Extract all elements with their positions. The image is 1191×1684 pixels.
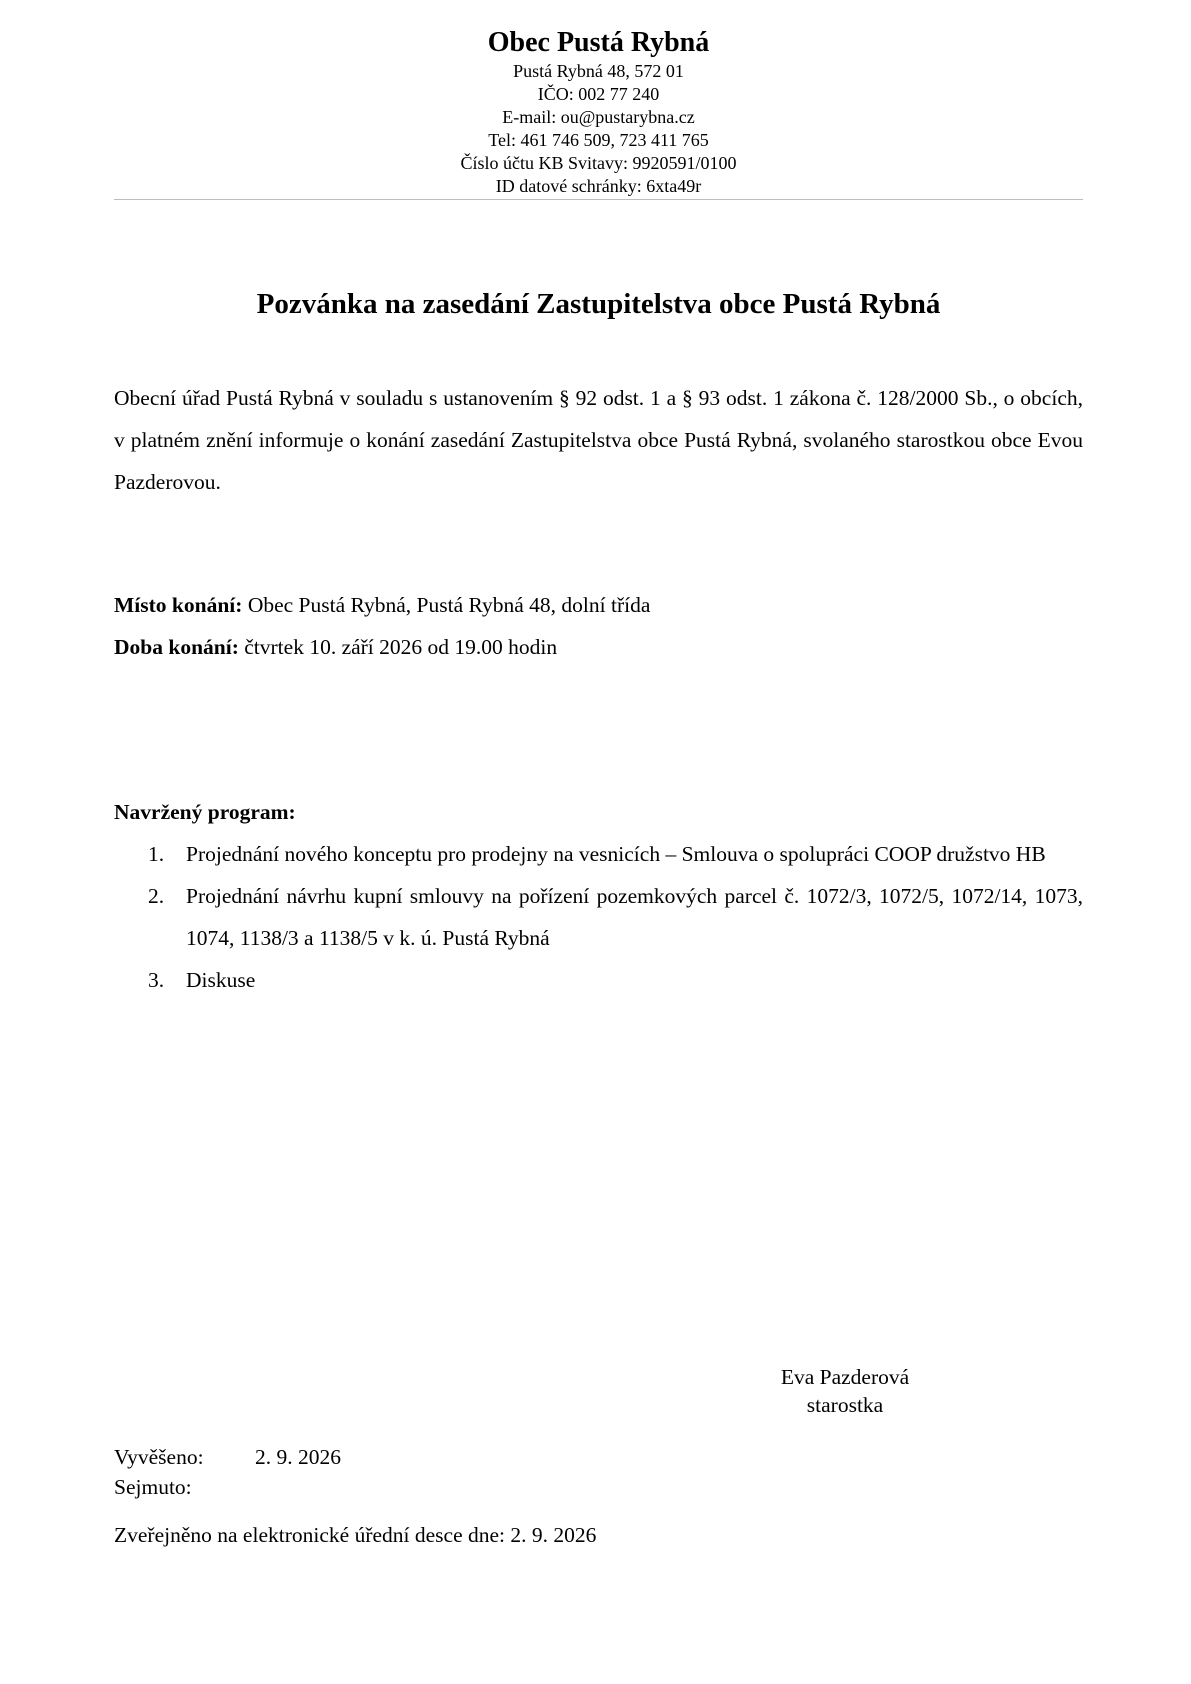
program-item-number: 1. <box>148 842 165 866</box>
signatory-role: starostka <box>806 1393 884 1417</box>
phone: Tel: 461 746 509, 723 411 765 <box>488 130 709 150</box>
data-box-id: ID datové schránky: 6xta49r <box>495 176 702 196</box>
email: E-mail: ou@pustarybna.cz <box>502 107 695 127</box>
removed-line <box>114 1473 255 1501</box>
program-item-number: 2. <box>148 884 165 908</box>
posted-line <box>114 1443 341 1471</box>
time-label: Doba konání: <box>114 635 239 659</box>
address: Pustá Rybná 48, 572 01 <box>513 61 684 81</box>
program-item <box>114 959 1083 1001</box>
document-title: Pozvánka na zasedání Zastupitelstva obce Pustá Rybná <box>256 288 941 320</box>
signature-block <box>745 1363 945 1419</box>
municipality-name: Obec Pustá Rybná <box>487 27 710 58</box>
program-heading: Navržený program: <box>114 800 296 824</box>
letterhead <box>114 26 1083 198</box>
time-value: čtvrtek 10. září 2026 od 19.00 hodin <box>238 635 558 659</box>
venue-value: Obec Pustá Rybná, Pustá Rybná 48, dolní třída <box>242 593 651 617</box>
posted-label: Vyvěšeno: <box>114 1445 204 1469</box>
letterhead-divider <box>114 199 1083 200</box>
bank-account: Číslo účtu KB Svitavy: 9920591/0100 <box>460 153 737 173</box>
time-line <box>114 626 1083 668</box>
venue-line <box>114 584 1083 626</box>
removed-label: Sejmuto: <box>114 1475 192 1499</box>
intro-paragraph: Obecní úřad Pustá Rybná v souladu s ustanovením § 92 odst. 1 a § 93 odst. 1 zákona č. 128/2000 Sb., o obcích, v platném znění informuje o konání zasedání Zastupitelstva obce Pustá Rybná, svolaného starostkou obce Evou Pazderovou. <box>114 386 1083 494</box>
signatory-name: Eva Pazderová <box>780 1365 910 1389</box>
published-line: Zveřejněno na elektronické úřední desce dne: 2. 9. 2026 <box>114 1523 597 1547</box>
company-id: IČO: 002 77 240 <box>537 84 660 104</box>
program-item <box>114 833 1083 875</box>
posted-date: 2. 9. 2026 <box>255 1445 341 1469</box>
venue-label: Místo konání: <box>114 593 243 617</box>
program-item-text: Projednání návrhu kupní smlouvy na pořízení pozemkových parcel č. 1072/3, 1072/5, 1072/14, 1073, 1074, 1138/3 a 1138/5 v k. ú. Pustá Rybná <box>186 884 1083 950</box>
program-list <box>114 833 1083 1001</box>
program-item-number: 3. <box>148 968 165 992</box>
program-item-text: Diskuse <box>186 968 256 992</box>
program-item <box>114 875 1083 959</box>
program-item-text: Projednání nového konceptu pro prodejny na vesnicích – Smlouva o spolupráci COOP družstvo HB <box>186 842 1046 866</box>
